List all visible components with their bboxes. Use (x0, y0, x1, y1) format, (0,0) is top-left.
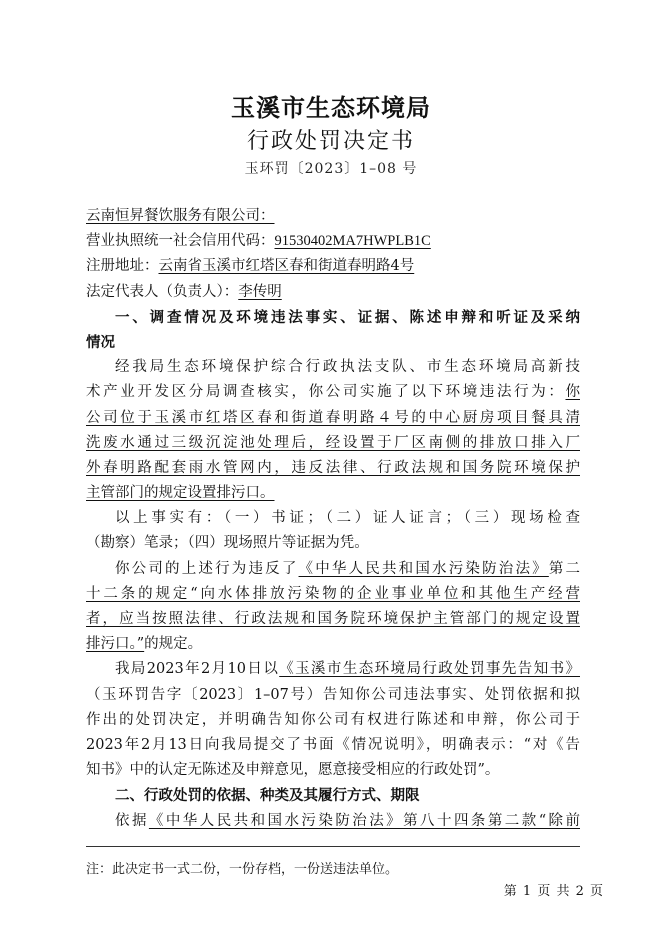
text-run: 的规定。 (144, 636, 203, 653)
text-run: 你公司的上述行为违反了 (115, 560, 299, 577)
text-run: 主管部门的规定设置排污口。 (86, 485, 275, 502)
paragraph-line: 知书》中的认定无陈述及申辩意见，愿意接受相应的行政处罚”。 (86, 762, 500, 779)
paragraph-line (86, 557, 580, 582)
party-company (86, 204, 580, 229)
text-run: 排污口。” (86, 636, 145, 653)
paragraph-line: 2023年2月13日向我局提交了书面《情况说明》，明确表示：“对《告 (86, 736, 580, 753)
text-run: 《中华人民共和国水污染防治法》第八十四条第二款“除前 (148, 812, 580, 829)
paragraph-line (86, 380, 580, 405)
party-credit-code (86, 229, 580, 254)
credit-code-label: 营业执照统一社会信用代码： (86, 233, 275, 250)
text-run: 你 (565, 384, 580, 401)
paragraph-line: 十二条的规定“向水体排放污染物的企业事业单位和其他生产经营 (86, 585, 580, 602)
page-number: 第 1 页 共 2 页 (503, 884, 604, 899)
paragraph-line (86, 481, 580, 506)
section2-heading: 二、行政处罚的依据、种类及其履行方式、期限 (115, 787, 420, 805)
section1-heading: 一、调查情况及环境违法事实、证据、陈述申辩和听证及采纳 (115, 308, 580, 326)
paragraph-line: （玉环罚告字〔2023〕1–07号）告知你公司违法事实、处罚依据和拟 (86, 686, 580, 703)
document-type-title: 行政处罚决定书 (246, 129, 415, 154)
paragraph-line: 经我局生态环境保护综合行政执法支队、市生态环境局高新技 (115, 359, 580, 376)
party-representative (86, 280, 580, 305)
text-run: 第二 (548, 560, 580, 577)
paragraph-line: 公司位于玉溪市红塔区春和街道春明路４号的中心厨房项目餐具清 (86, 409, 580, 426)
paragraph-line (86, 657, 580, 682)
paragraph-line: 者，应当按照法律、行政法规和国务院环境保护主管部门的规定设置 (86, 611, 580, 627)
footnote: 注：此决定书一式二份，一份存档，一份送违法单位。 (86, 862, 399, 877)
text-run: 依据 (115, 812, 149, 829)
text-run: 术产业开发区分局调查核实，你公司实施了以下环境违法行为： (86, 384, 566, 401)
issuing-authority-title: 玉溪市生态环境局 (231, 93, 431, 122)
paragraph-line: 作出的处罚决定，并明确告知你公司有权进行陈述和申辩，你公司于 (86, 711, 580, 728)
address-value: 云南省玉溪市红塔区春和街道春明路4号 (158, 258, 415, 275)
paragraph-line: 以上事实有：（一）书证；（二）证人证言；（三）现场检查 (115, 510, 580, 527)
address-label: 注册地址： (86, 258, 159, 275)
representative-label: 法定代表人（负责人）： (86, 283, 239, 300)
text-run: 《中华人民共和国水污染防治法》 (298, 560, 549, 577)
representative-value: 李传明 (238, 283, 282, 300)
document-number: 玉环罚〔2023〕1–08 号 (244, 161, 418, 177)
footnote-divider (86, 846, 580, 847)
section1-heading-cont: 情况 (86, 333, 115, 351)
credit-code-value: 91530402MA7HWPLB1C (274, 233, 431, 250)
paragraph-line: 洗废水通过三级沉淀池处理后，经设置于厂区南侧的排放口排入厂 (86, 434, 580, 451)
document-body (86, 204, 580, 834)
paragraph-line: （勘察）笔录；（四）现场照片等证据为凭。 (86, 535, 369, 552)
company-name: 云南恒昇餐饮服务有限公司： (86, 208, 275, 224)
paragraph-line (86, 632, 580, 657)
paragraph-line (86, 809, 580, 834)
paragraph-line: 外春明路配套雨水管网内，违反法律、行政法规和国务院环境保护 (86, 459, 580, 476)
text-run: 我局2023年2月10日以 (115, 661, 280, 678)
text-run: 《玉溪市生态环境局行政处罚事先告知书》 (279, 661, 580, 678)
party-address (86, 254, 580, 279)
